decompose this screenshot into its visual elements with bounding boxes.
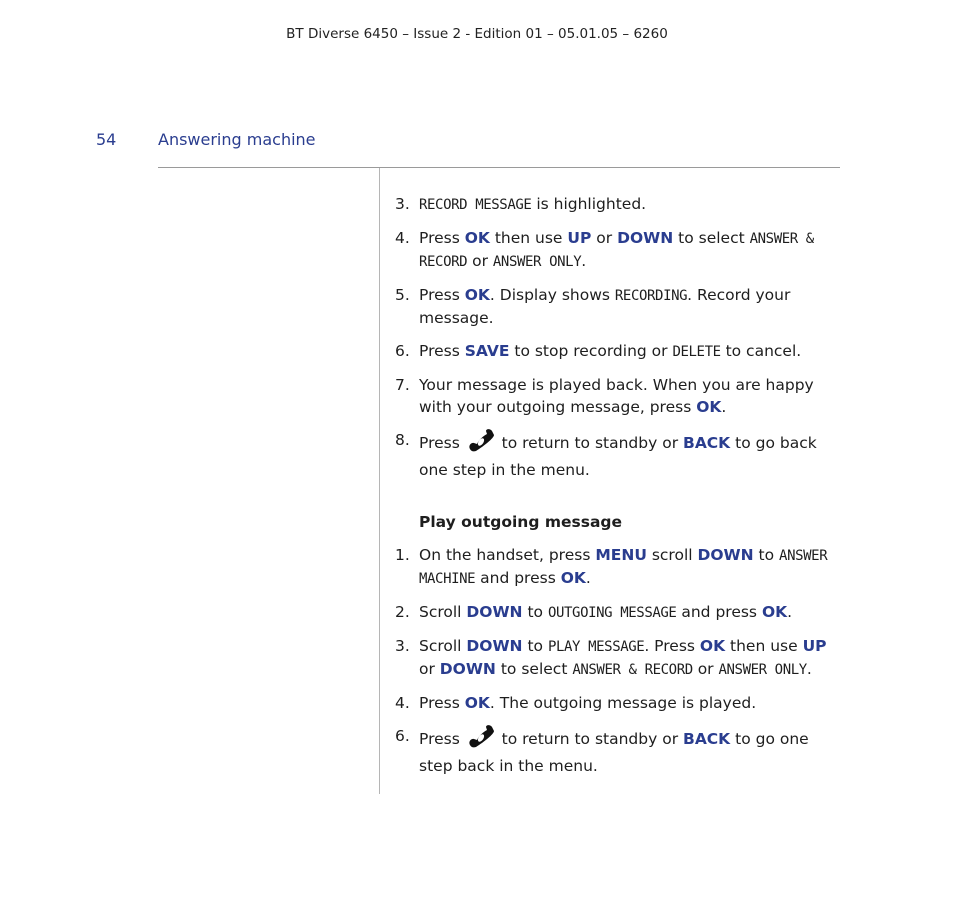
step-number: 5. (395, 286, 410, 304)
text: then use (489, 229, 568, 247)
text: to return to standby or (496, 730, 683, 748)
key-name: OK (560, 569, 586, 587)
list-item (395, 635, 835, 681)
text: . Display shows (489, 286, 615, 304)
step-number: 4. (395, 229, 410, 247)
column-divider (379, 168, 380, 794)
section-title: Answering machine (158, 130, 316, 149)
text: and press (676, 603, 762, 621)
text: On the handset, press (419, 546, 596, 564)
text: to cancel. (720, 342, 802, 360)
list-item (395, 340, 835, 363)
display-text: ANSWER ONLY (718, 662, 807, 678)
display-text: OUTGOING MESSAGE (547, 605, 677, 621)
display-text: PLAY MESSAGE (547, 639, 645, 655)
text: Scroll (419, 637, 467, 655)
key-name: OK (464, 229, 490, 247)
step-number: 1. (395, 546, 410, 564)
list-item (395, 692, 835, 714)
text: to stop recording or (509, 342, 673, 360)
text: Your message is played back. When you are happy with your outgoing message, press (419, 376, 814, 416)
step-text (419, 544, 835, 590)
text: Press (419, 229, 465, 247)
step-text (419, 635, 835, 681)
text: to select (495, 660, 573, 678)
text: Scroll (419, 603, 467, 621)
play-message-steps (395, 544, 835, 777)
key-name: OK (464, 694, 490, 712)
display-text: RECORD MESSAGE (419, 197, 532, 213)
key-name: OK (696, 398, 722, 416)
list-item (395, 227, 835, 273)
subsection-heading: Play outgoing message (419, 513, 623, 531)
step-number: 2. (395, 603, 410, 621)
list-item (395, 725, 835, 777)
step-text (419, 193, 835, 216)
step-number: 4. (395, 694, 410, 712)
text: or (419, 660, 440, 678)
text: Press (419, 286, 465, 304)
instructions-column (395, 193, 835, 788)
step-text (419, 284, 835, 329)
list-item (395, 284, 835, 329)
text: to (522, 603, 548, 621)
text: . (721, 398, 727, 416)
step-number: 8. (395, 431, 410, 449)
text: Press (419, 694, 465, 712)
text: and press (475, 569, 561, 587)
key-name: OK (464, 286, 490, 304)
text: to (753, 546, 780, 564)
display-text: ANSWER ONLY (492, 254, 582, 270)
step-text (419, 692, 835, 714)
text: scroll (646, 546, 698, 564)
text: or (467, 252, 493, 270)
step-number: 6. (395, 727, 410, 745)
list-item (395, 374, 835, 418)
text: . Press (644, 637, 700, 655)
display-text: ANSWER & RECORD (572, 662, 693, 678)
step-text (419, 340, 835, 363)
list-item (395, 544, 835, 590)
key-name: DOWN (617, 229, 674, 247)
text: . (585, 569, 591, 587)
key-name: SAVE (464, 342, 510, 360)
step-number: 3. (395, 637, 410, 655)
text: . (787, 603, 793, 621)
step-number: 3. (395, 195, 410, 213)
text: then use (725, 637, 803, 655)
text: . The outgoing message is played. (489, 694, 757, 712)
text: to return to standby or (496, 434, 683, 452)
text: to go one step back in the menu. (419, 730, 809, 775)
page-number: 54 (96, 130, 117, 149)
step-text (419, 429, 835, 481)
text: . Record your message. (419, 286, 791, 327)
header-divider (158, 167, 840, 168)
key-name: UP (567, 229, 592, 247)
list-item (395, 429, 835, 481)
document-reference: BT Diverse 6450 – Issue 2 - Edition 01 – 05.01.05 – 6260 (286, 26, 668, 42)
list-item (395, 193, 835, 216)
text: to go back one step in the menu. (419, 434, 817, 479)
step-text (419, 601, 835, 624)
display-text: RECORDING (614, 288, 688, 304)
list-item (395, 601, 835, 624)
display-text: DELETE (672, 344, 721, 360)
step-number: 7. (395, 376, 410, 394)
step-number: 6. (395, 342, 410, 360)
text: . (806, 660, 812, 678)
key-name: BACK (683, 730, 731, 748)
key-name: OK (761, 603, 788, 621)
text: Press (419, 342, 465, 360)
text: Press (419, 730, 465, 748)
text: Press (419, 434, 465, 452)
handset-end-call-icon (467, 725, 495, 755)
key-name: OK (699, 637, 726, 655)
text: to (522, 637, 548, 655)
display-text: ANSWER & RECORD (419, 231, 814, 270)
text: or (692, 660, 719, 678)
key-name: DOWN (466, 603, 523, 621)
text: . (581, 252, 587, 270)
text: to select (673, 229, 750, 247)
key-name: DOWN (466, 637, 523, 655)
key-name: BACK (683, 434, 731, 452)
step-text (419, 374, 835, 418)
step-text (419, 227, 835, 273)
handset-end-call-icon (467, 429, 495, 459)
key-name: DOWN (697, 546, 754, 564)
key-name: UP (802, 637, 827, 655)
text: is highlighted. (531, 195, 647, 213)
text: or (591, 229, 618, 247)
record-message-steps (395, 193, 835, 481)
display-text: ANSWER MACHINE (419, 548, 828, 587)
key-name: MENU (595, 546, 647, 564)
step-text (419, 725, 835, 777)
key-name: DOWN (439, 660, 496, 678)
